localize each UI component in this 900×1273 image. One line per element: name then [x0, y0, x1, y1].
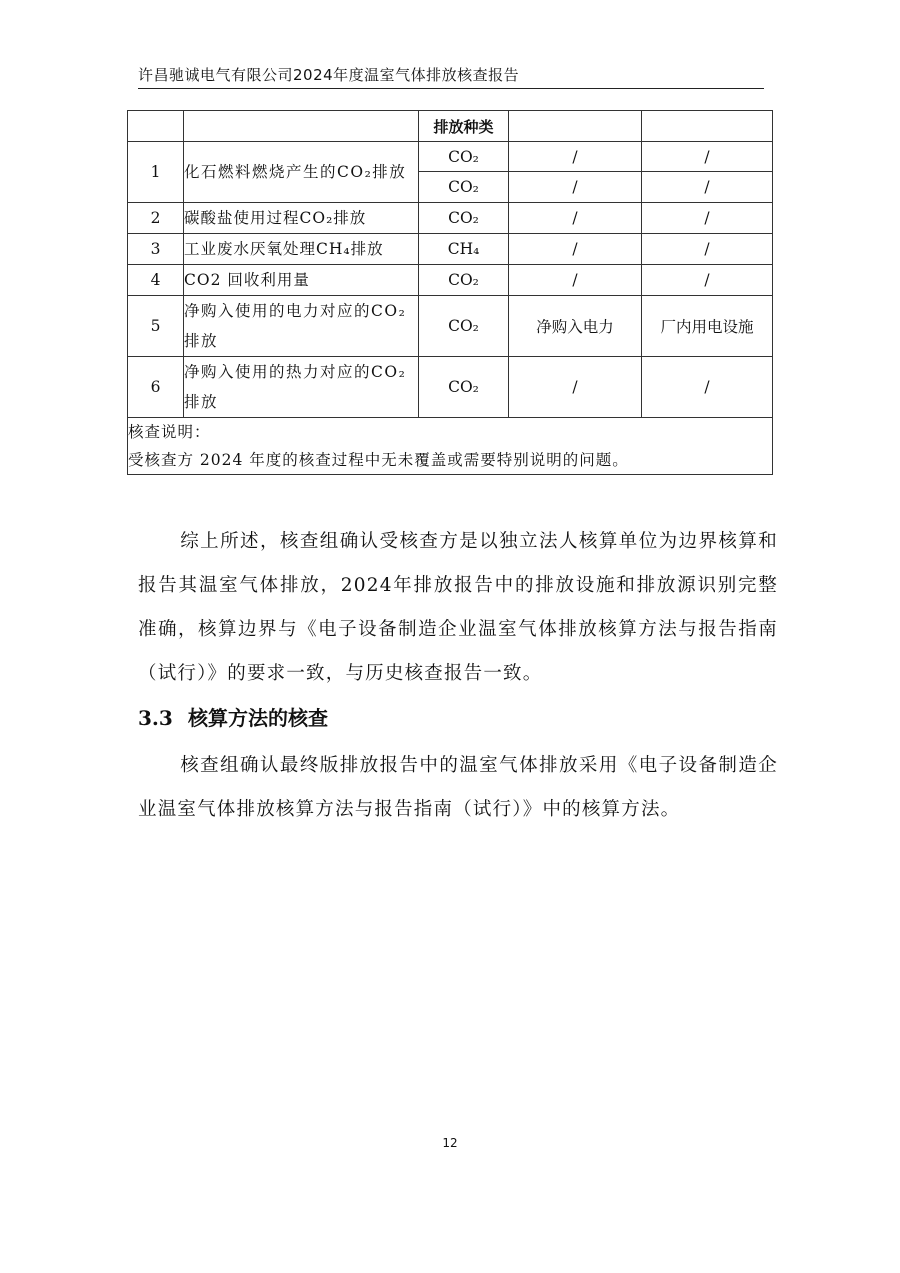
table-row [128, 265, 773, 296]
row-source-name: 工业废水厌氧处理CH₄排放 [184, 234, 419, 265]
row-source-name: 碳酸盐使用过程CO₂排放 [184, 203, 419, 234]
row-col5: / [642, 265, 773, 296]
note-text: 受核查方 2024 年度的核查过程中无未覆盖或需要特别说明的问题。 [128, 451, 629, 469]
row-number: 6 [128, 357, 184, 418]
row-col5: / [642, 234, 773, 265]
table-row [128, 357, 773, 418]
table-note-row [128, 418, 773, 475]
summary-paragraph-text: 综上所述，核查组确认受核查方是以独立法人核算单位为边界核算和报告其温室气体排放，2024年排放报告中的排放设施和排放源识别完整准确，核算边界与《电子设备制造企业温室气体排放核算方法与报告指南（试行）》的要求一致，与历史核查报告一致。 [138, 531, 778, 684]
page-number: 12 [442, 1136, 458, 1150]
row-col4: 净购入电力 [509, 296, 642, 357]
summary-paragraph [138, 520, 778, 696]
row-col5: / [642, 142, 773, 172]
row-gas: CO₂ [419, 296, 509, 357]
row-source-name: CO2 回收利用量 [184, 265, 419, 296]
row-source-name: 净购入使用的热力对应的CO₂排放 [184, 357, 419, 418]
section-heading [138, 702, 328, 731]
table-row [128, 142, 773, 172]
row-col4: / [509, 357, 642, 418]
row-source-name: 化石燃料燃烧产生的CO₂排放 [184, 142, 419, 203]
row-gas: CO₂ [419, 172, 509, 203]
row-gas: CO₂ [419, 265, 509, 296]
verification-note [128, 418, 773, 475]
row-gas: CO₂ [419, 357, 509, 418]
table-row [128, 203, 773, 234]
table-header-row [128, 111, 773, 142]
row-col4: / [509, 172, 642, 203]
row-col5: / [642, 172, 773, 203]
row-number: 4 [128, 265, 184, 296]
row-number: 2 [128, 203, 184, 234]
section-title: 核算方法的核查 [188, 706, 328, 730]
method-paragraph [138, 744, 778, 832]
emission-source-table [127, 110, 773, 475]
row-number: 1 [128, 142, 184, 203]
row-col5: / [642, 357, 773, 418]
row-number: 5 [128, 296, 184, 357]
page-header: 许昌驰诚电气有限公司2024年度温室气体排放核查报告 [138, 66, 520, 84]
table-row [128, 296, 773, 357]
note-label: 核查说明： [128, 423, 211, 441]
row-gas: CO₂ [419, 142, 509, 172]
header-rule [138, 88, 764, 89]
row-col4: / [509, 265, 642, 296]
row-gas: CH₄ [419, 234, 509, 265]
section-number: 3.3 [138, 706, 173, 730]
row-gas: CO₂ [419, 203, 509, 234]
row-col4: / [509, 142, 642, 172]
table-row [128, 234, 773, 265]
row-col4: / [509, 234, 642, 265]
row-col5: 厂内用电设施 [642, 296, 773, 357]
method-paragraph-text: 核查组确认最终版排放报告中的温室气体排放采用《电子设备制造企业温室气体排放核算方法与报告指南（试行）》中的核算方法。 [138, 755, 778, 820]
row-col5: / [642, 203, 773, 234]
header-emission-type: 排放种类 [419, 111, 509, 142]
row-source-name: 净购入使用的电力对应的CO₂排放 [184, 296, 419, 357]
row-number: 3 [128, 234, 184, 265]
row-col4: / [509, 203, 642, 234]
